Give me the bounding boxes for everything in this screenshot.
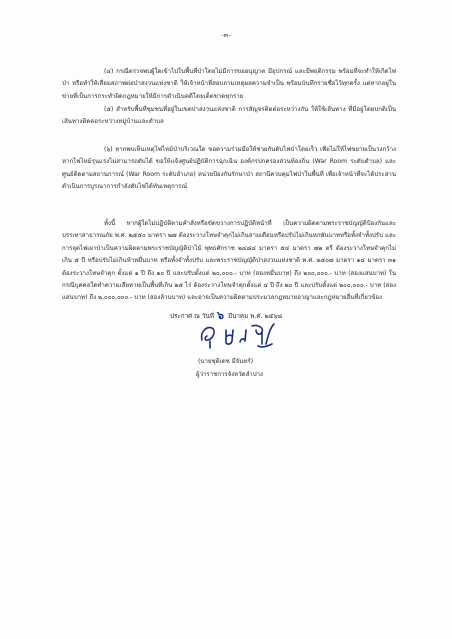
paragraph-item-5	[62, 104, 396, 129]
paragraph-text: (๖) หากพบเห็นเหตุไฟไหม้ป่าบริเวณใด ขอความร่วมมือให้ช่วยกันดับไฟป่าโดยเร็ว เพื่อไม่ให้ไฟขยายเป็นวงกว้าง หากไฟไหม้รุนแรงไม่สามารถดับได้ ขอให้แจ้งศูนย์ปฏิบัติการฉุกเฉิน องค์กรปกครองส่วนท้องถิ่น (War Room ระดับตำบล) และศูนย์ติดตามสถานการณ์ (War Room ระดับอำเภอ) หน่วยป้องกันรักษาป่า สถานีควบคุมไฟป่าในพื้นที่ เพื่อเจ้าหน้าที่จะได้ประสานดำเนินการบูรณาการกำลังดับไฟได้ทันเหตุการณ์	[62, 146, 396, 191]
paragraph-item-6	[62, 144, 396, 194]
announcement-day: ๖	[216, 309, 224, 322]
signer-title: ผู้ว่าราชการจังหวัดลำปาง	[196, 371, 263, 378]
signature-image	[196, 318, 286, 354]
announcement-month-year: มีนาคม พ.ศ. ๒๕๖๘	[227, 313, 283, 320]
announcement-prefix: ประกาศ ณ วันที่	[170, 313, 214, 320]
page-number: -๓-	[221, 31, 231, 39]
signer-name: (นายชุติเดช มีจันทร์)	[198, 358, 254, 365]
paragraph-text: (๕) สำหรับพื้นที่ชุมชนที่อยู่ในเขตป่าสงวนแห่งชาติ การสัญจรติดต่อระหว่างกัน ให้ใช้เส้นทาง ที่มีอยู่โดยปกติเป็นเส้นทางติดต่อระหว่างหมู่บ้านและตำบล	[62, 106, 396, 126]
paragraph-text: (๔) กรณีตรวจพบผู้ใดเข้าไปในพื้นที่ป่าโดยไม่มีการขออนุญาต มีอุปกรณ์ และมีพฤติกรรม พร้อมที่จะทำให้เกิดไฟป่า หรือทำให้เสื่อมสภาพต่อป่าสงวนแห่งชาติ ให้เจ้าหน้าที่สอบถามเหตุผลความจำเป็น พร้อมบันทึกรายชื่อไว้ทุกครั้ง แต่หากอยู่ในข่ายที่เป็นการกระทำผิดกฎหมายให้มีการดำเนินคดีโดยเด็ดขาดทุกราย	[62, 68, 396, 100]
paragraph-text: ทั้งนี้ หากผู้ใดไม่ปฏิบัติตามคำสั่งหรือขัดขวางการปฏิบัติหน้าที่ เป็นความผิดตามพระราชบัญญัติป้องกันและบรรเทาสาธารณภัย พ.ศ. ๒๕๕๐ มาตรา ๒๗ ต้องระวางโทษจำคุกไม่เกินสามเดือนหรือปรับไม่เกินหกพันบาทหรือทั้งจำทั้งปรับ และการจุดไฟเผาป่าเป็นความผิดตามพระราชบัญญัติป่าไม้ พุทธศักราช ๒๔๘๔ มาตรา ๕๔ มาตรา ๗๒ ตรี ต้องระวางโทษจำคุกไม่เกิน ๕ ปี หรือปรับไม่เกินห้าหมื่นบาท หรือทั้งจำทั้งปรับ และพระราชบัญญัติป่าสงวนแห่งชาติ พ.ศ. ๒๕๐๗ มาตรา ๑๔ มาตรา ๓๑ ต้องระวางโทษจำคุก ตั้งแต่ ๑ ปี ถึง ๑๐ ปี และปรับตั้งแต่ ๒๐,๐๐๐.- บาท (สองหมื่นบาท) ถึง ๒๐๐,๐๐๐.- บาท (สองแสนบาท) ในกรณีบุคคลใดทำความเสียหายเป็นพื้นที่เกิน ๒๕ ไร่ ต้องระวางโทษจำคุกตั้งแต่ ๔ ปี ถึง ๒๐ ปี และปรับตั้งแต่ ๒๐๐,๐๐๐.- บาท (สองแสนบาท) ถึง ๒,๐๐๐,๐๐๐.- บาท (สองล้านบาท) และอาจเป็นความผิดตามประมวลกฎหมายอาญาและกฎหมายอื่นที่เกี่ยวข้อง	[62, 220, 396, 302]
paragraph-item-4	[62, 66, 396, 103]
penalty-paragraph	[62, 218, 396, 305]
